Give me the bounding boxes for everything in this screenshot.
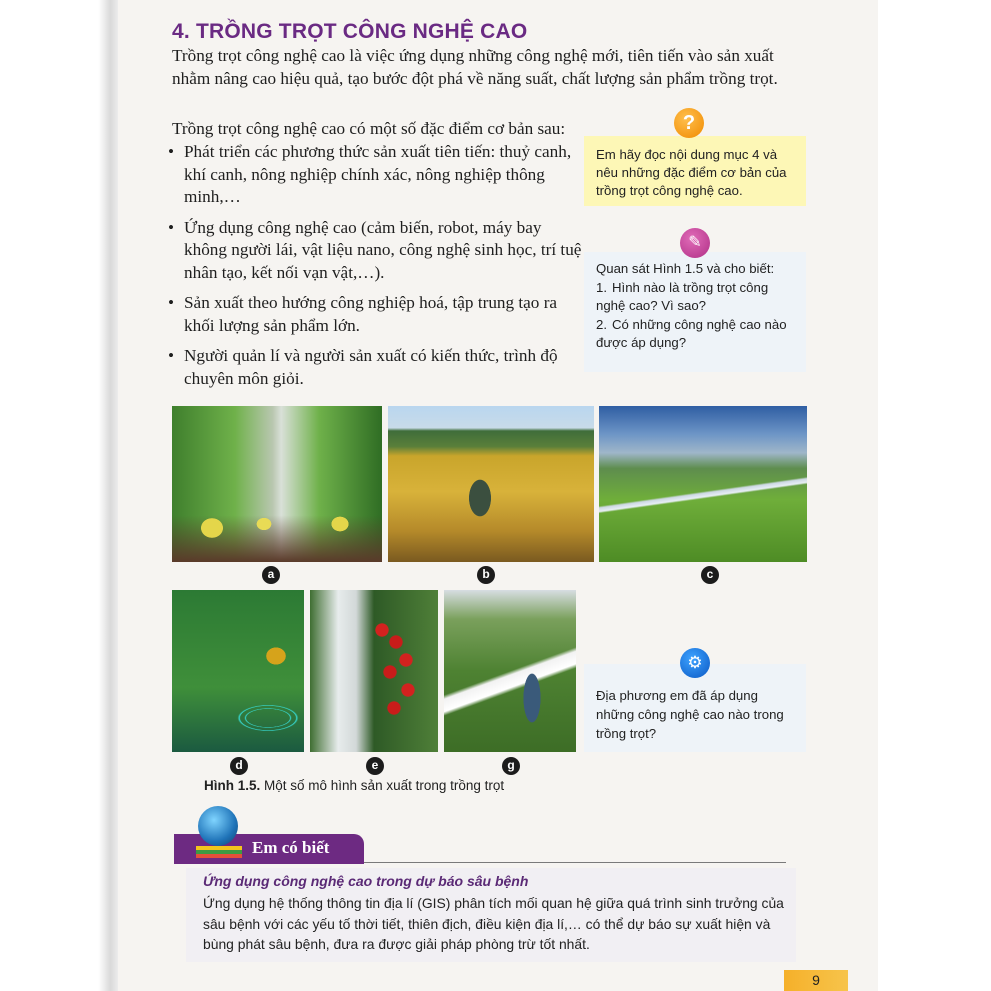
- globe-icon: [198, 806, 238, 846]
- caption-label: Hình 1.5.: [204, 778, 261, 793]
- section-intro: Trồng trọt công nghệ cao là việc ứng dụng những công nghệ mới, tiên tiến vào sản xuất nhằm nâng cao hiệu quả, tạo bước đột phá về năng suất, chất lượng sản phẩm trồng trọt.: [172, 46, 778, 88]
- did-you-know-title: Em có biết: [252, 838, 330, 857]
- caption-text: Một số mô hình sản xuất trong trồng trọt: [260, 778, 505, 793]
- list-item: [596, 279, 796, 316]
- section-title: 4. TRỒNG TRỌT CÔNG NGHỆ CAO: [172, 20, 528, 43]
- photo-rice-harvest: [388, 406, 594, 562]
- right-margin: [878, 0, 991, 991]
- did-you-know-subtitle: Ứng dụng công nghệ cao trong dự báo sâu bệnh: [203, 873, 529, 889]
- list-item: • Sản xuất theo hướng công nghiệp hoá, tập trung tạo ra khối lượng sản phẩm lớn.: [168, 292, 588, 337]
- page-number: 9: [784, 970, 848, 991]
- photo-pivot-irrigation: [599, 406, 807, 562]
- activity-text: Địa phương em đã áp dụng những công nghệ cao nào trong trồng trọt?: [596, 688, 784, 741]
- question-text: Em hãy đọc nội dung mục 4 và nêu những đặc điểm cơ bản của trồng trọt công nghệ cao.: [596, 147, 787, 198]
- divider: [364, 862, 786, 863]
- gear-icon: ⚙: [680, 648, 710, 678]
- photo-label-e: e: [366, 757, 384, 775]
- page-gutter-shadow: [0, 0, 120, 991]
- features-list: [168, 141, 588, 398]
- photo-label-a: a: [262, 566, 280, 584]
- list-item: • Người quản lí và người sản xuất có kiến thức, trình độ chuyên môn giỏi.: [168, 345, 588, 390]
- figure-caption: [204, 778, 504, 793]
- item-number: 2.: [596, 316, 607, 332]
- photo-label-g: g: [502, 757, 520, 775]
- list-item: • Ứng dụng công nghệ cao (cảm biến, robot, máy bay không người lái, vật liệu nano, công nghệ sinh học, trí tuệ nhân tạo, kết nối vạn vật,…).: [168, 217, 588, 285]
- did-you-know-text: Ứng dụng hệ thống thông tin địa lí (GIS) phân tích mối quan hệ giữa quá trình sinh trưởng của sâu bệnh với các yếu tố thời tiết, thiên địch, điều kiện địa lí,… có thể dự báo sự xuất hiện và bùng phát sâu bệnh, đưa ra được giải pháp phòng trừ tốt nhất.: [203, 895, 784, 952]
- observe-box: [584, 252, 806, 372]
- photo-smart-farming-tablet: [172, 590, 304, 752]
- question-box: [584, 136, 806, 206]
- item-text: Có những công nghệ cao nào được áp dụng?: [596, 316, 787, 351]
- features-lead: Trồng trọt công nghệ cao có một số đặc điểm cơ bản sau:: [172, 119, 566, 138]
- observe-intro: Quan sát Hình 1.5 và cho biết:: [596, 261, 775, 276]
- list-item: [596, 316, 796, 353]
- photo-label-d: d: [230, 757, 248, 775]
- item-text: Hình nào là trồng trọt công nghệ cao? Vì sao?: [596, 279, 769, 314]
- books-icon: [196, 846, 242, 858]
- item-number: 1.: [596, 279, 607, 295]
- photo-label-b: b: [477, 566, 495, 584]
- photo-melon-greenhouse: [172, 406, 382, 562]
- pen-icon: ✎: [680, 228, 710, 258]
- photo-label-c: c: [701, 566, 719, 584]
- photo-tomato-robot: [310, 590, 438, 752]
- list-item: • Phát triển các phương thức sản xuất tiên tiến: thuỷ canh, khí canh, nông nghiệp chính xác, nông nghiệp thông minh,…: [168, 141, 588, 209]
- question-icon: ?: [674, 108, 704, 138]
- photo-manual-spraying: [444, 590, 576, 752]
